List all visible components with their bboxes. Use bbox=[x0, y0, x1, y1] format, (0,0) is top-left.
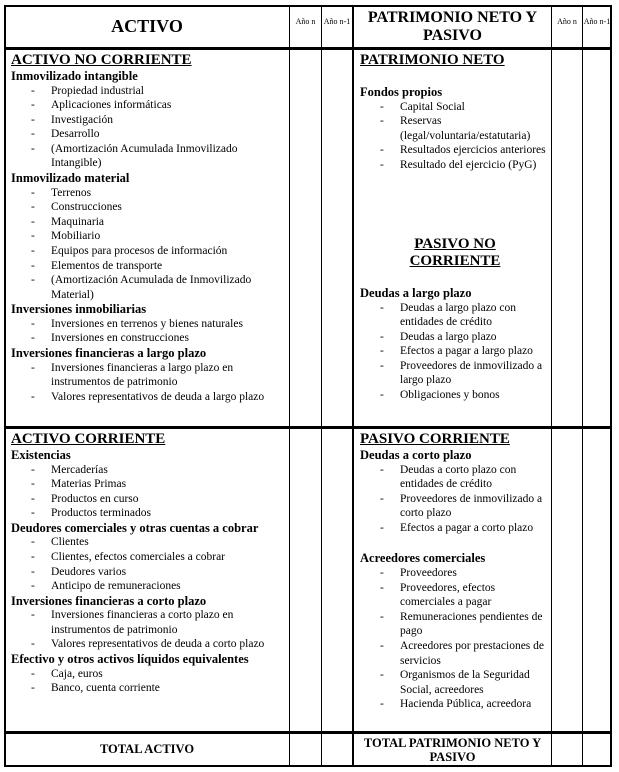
item-text: Materias Primas bbox=[51, 478, 127, 491]
list-item bbox=[360, 158, 550, 173]
bullet-dash: - bbox=[380, 345, 384, 358]
item-text: Obligaciones y bonos bbox=[400, 389, 500, 402]
bullet-dash: - bbox=[380, 669, 384, 682]
item-text: Productos terminados bbox=[51, 507, 151, 520]
item-text: Inversiones financieras a corto plazo en instrumentos de patrimonio bbox=[51, 609, 234, 636]
bullet-dash: - bbox=[31, 492, 35, 505]
list-item bbox=[11, 229, 287, 244]
patrimonio-neto-section bbox=[360, 52, 550, 172]
bullet-dash: - bbox=[31, 142, 35, 155]
bullet-dash: - bbox=[31, 609, 35, 622]
list-item bbox=[11, 492, 287, 507]
year-n1-header-right: Año n-1 bbox=[583, 17, 611, 26]
activo-corriente-section bbox=[11, 431, 287, 696]
section-divider bbox=[4, 426, 612, 429]
bullet-dash: - bbox=[380, 389, 384, 402]
item-text: Remuneraciones pendientes de pago bbox=[400, 610, 543, 638]
list-item bbox=[11, 608, 287, 637]
bullet-dash: - bbox=[380, 521, 384, 534]
divider-right-n bbox=[551, 5, 552, 767]
list-item bbox=[11, 477, 287, 492]
item-text: Reservas (legal/voluntaria/estatutaria) bbox=[400, 115, 531, 142]
item-text: Resultados ejercicios anteriores bbox=[400, 144, 546, 157]
bullet-dash: - bbox=[31, 390, 35, 403]
pasivo-corriente-section bbox=[360, 431, 550, 712]
item-text: Valores representativos de deuda a corto plazo bbox=[51, 638, 265, 651]
bullet-dash: - bbox=[31, 186, 35, 199]
list-item bbox=[360, 330, 550, 345]
bullet-dash: - bbox=[31, 259, 35, 272]
item-list bbox=[11, 84, 287, 172]
activo-header: ACTIVO bbox=[111, 16, 183, 36]
bullet-dash: - bbox=[380, 115, 384, 128]
list-item bbox=[11, 215, 287, 230]
bullet-dash: - bbox=[31, 128, 35, 141]
list-item bbox=[11, 550, 287, 565]
bullet-dash: - bbox=[31, 550, 35, 563]
item-text: Organismos de la Seguridad Social, acreedores bbox=[400, 669, 530, 696]
list-item bbox=[360, 610, 550, 639]
item-text: Banco, cuenta corriente bbox=[51, 682, 160, 695]
list-item bbox=[360, 581, 550, 610]
bullet-dash: - bbox=[31, 274, 35, 287]
item-text: (Amortización Acumulada de Inmovilizado Material) bbox=[51, 274, 252, 301]
item-text: Proveedores, efectos comerciales a pagar bbox=[400, 581, 496, 609]
activo-no-corriente-section bbox=[11, 52, 287, 404]
item-text: Mobiliario bbox=[51, 230, 101, 243]
bullet-dash: - bbox=[31, 536, 35, 549]
item-text: Construcciones bbox=[51, 201, 122, 214]
bullet-dash: - bbox=[31, 230, 35, 243]
list-item bbox=[360, 114, 550, 143]
list-item bbox=[360, 301, 550, 330]
item-text: Efectos a pagar a largo plazo bbox=[400, 345, 533, 358]
divider-left-n bbox=[289, 5, 290, 767]
list-item bbox=[360, 388, 550, 403]
item-text: Inversiones en construcciones bbox=[51, 332, 189, 345]
bullet-dash: - bbox=[31, 667, 35, 680]
list-item bbox=[360, 566, 550, 581]
item-text: Caja, euros bbox=[51, 667, 103, 680]
item-text: Investigación bbox=[51, 113, 113, 126]
list-item bbox=[11, 361, 287, 390]
item-text: Clientes, efectos comerciales a cobrar bbox=[51, 550, 226, 563]
item-text: Clientes bbox=[51, 536, 89, 549]
list-item bbox=[11, 84, 287, 99]
item-list bbox=[11, 361, 287, 405]
bullet-dash: - bbox=[31, 332, 35, 345]
item-text: Valores representativos de deuda a largo plazo bbox=[51, 390, 265, 403]
item-list bbox=[11, 535, 287, 593]
year-n-header-right: Año n bbox=[557, 17, 577, 26]
bullet-dash: - bbox=[31, 565, 35, 578]
list-item bbox=[360, 639, 550, 668]
list-item bbox=[11, 667, 287, 682]
section-title: ACTIVO CORRIENTE bbox=[11, 431, 166, 447]
item-text: Inversiones financieras a largo plazo en instrumentos de patrimonio bbox=[51, 361, 234, 389]
item-text: Anticipo de remuneraciones bbox=[51, 580, 181, 593]
list-item bbox=[11, 579, 287, 594]
year-n1-header-left: Año n-1 bbox=[323, 17, 351, 26]
list-item bbox=[360, 492, 550, 521]
item-text: Inversiones en terrenos y bienes naturales bbox=[51, 317, 243, 330]
list-item bbox=[11, 463, 287, 478]
item-text: Desarrollo bbox=[51, 128, 100, 141]
year-n-header-left: Año n bbox=[295, 17, 316, 26]
list-item bbox=[360, 668, 550, 697]
item-text: Deudas a corto plazo con entidades de crédito bbox=[400, 463, 517, 491]
list-item bbox=[360, 100, 550, 115]
list-item bbox=[360, 143, 550, 158]
bullet-dash: - bbox=[380, 566, 384, 579]
list-item bbox=[11, 317, 287, 332]
list-item bbox=[11, 681, 287, 696]
item-text: Resultado del ejercicio (PyG) bbox=[400, 158, 537, 171]
list-item bbox=[11, 331, 287, 346]
bullet-dash: - bbox=[31, 201, 35, 214]
list-item bbox=[360, 359, 550, 388]
list-item bbox=[11, 200, 287, 215]
item-text: Capital Social bbox=[400, 100, 465, 113]
header-divider bbox=[4, 47, 612, 50]
item-text: Terrenos bbox=[51, 186, 92, 199]
list-item bbox=[11, 637, 287, 652]
item-list bbox=[360, 566, 550, 712]
section-title: PATRIMONIO NETO bbox=[360, 52, 505, 68]
group-label: Inmovilizado material bbox=[11, 171, 130, 186]
item-list bbox=[360, 301, 550, 403]
group-label: Inmovilizado intangible bbox=[11, 69, 138, 83]
item-list bbox=[11, 463, 287, 521]
item-text: Aplicaciones informáticas bbox=[51, 99, 172, 112]
list-item bbox=[360, 521, 550, 536]
bullet-dash: - bbox=[380, 463, 384, 476]
list-item bbox=[11, 273, 287, 302]
pn-pasivo-header: PATRIMONIO NETO Y PASIVO bbox=[367, 9, 538, 44]
item-text: Proveedores de inmovilizado a corto plazo bbox=[400, 492, 543, 520]
total-divider bbox=[4, 731, 612, 734]
item-text: Deudas a largo plazo bbox=[400, 330, 497, 343]
item-text: Productos en curso bbox=[51, 492, 139, 505]
group-label: Deudas a largo plazo bbox=[360, 286, 472, 300]
list-item bbox=[360, 697, 550, 712]
list-item bbox=[11, 98, 287, 113]
item-text: Efectos a pagar a corto plazo bbox=[400, 521, 534, 534]
group-label: Inversiones financieras a largo plazo bbox=[11, 346, 207, 360]
bullet-dash: - bbox=[31, 244, 35, 257]
bullet-dash: - bbox=[380, 301, 384, 314]
item-list bbox=[11, 317, 287, 346]
list-item bbox=[360, 463, 550, 492]
item-text: Propiedad industrial bbox=[51, 84, 144, 97]
list-item bbox=[11, 565, 287, 580]
divider-left-n1 bbox=[321, 5, 322, 767]
item-list bbox=[11, 667, 287, 696]
bullet-dash: - bbox=[31, 361, 35, 374]
group-label: Existencias bbox=[11, 448, 71, 462]
list-item bbox=[11, 259, 287, 274]
bullet-dash: - bbox=[380, 158, 384, 171]
bullet-dash: - bbox=[380, 330, 384, 343]
group-label: Inversiones inmobiliarias bbox=[11, 302, 147, 317]
item-list bbox=[360, 100, 550, 173]
list-item bbox=[11, 506, 287, 521]
item-text: Maquinaria bbox=[51, 215, 105, 228]
bullet-dash: - bbox=[31, 507, 35, 520]
list-item bbox=[11, 390, 287, 405]
bullet-dash: - bbox=[31, 463, 35, 476]
list-item bbox=[11, 127, 287, 142]
group-label: Deudores comerciales y otras cuentas a cobrar bbox=[11, 520, 259, 535]
item-text: Hacienda Pública, acreedora bbox=[400, 698, 532, 711]
bullet-dash: - bbox=[380, 100, 384, 113]
bullet-dash: - bbox=[31, 113, 35, 126]
bullet-dash: - bbox=[380, 639, 384, 652]
item-list bbox=[11, 608, 287, 652]
bullet-dash: - bbox=[31, 638, 35, 651]
item-list bbox=[11, 186, 287, 303]
bullet-dash: - bbox=[31, 99, 35, 112]
bullet-dash: - bbox=[380, 144, 384, 157]
section-title: ACTIVO NO CORRIENTE bbox=[11, 52, 192, 68]
divider-center bbox=[352, 5, 354, 767]
item-text: Elementos de transporte bbox=[51, 259, 163, 272]
list-item bbox=[11, 113, 287, 128]
bullet-dash: - bbox=[31, 215, 35, 228]
total-pn-pasivo: TOTAL PATRIMONIO NETO Y PASIVO bbox=[363, 736, 542, 764]
group-label: Efectivo y otros activos líquidos equivalentes bbox=[11, 652, 249, 667]
bullet-dash: - bbox=[380, 359, 384, 372]
bullet-dash: - bbox=[380, 581, 384, 594]
item-text: Deudores varios bbox=[51, 565, 127, 578]
bullet-dash: - bbox=[380, 610, 384, 623]
bullet-dash: - bbox=[31, 682, 35, 695]
list-item bbox=[11, 244, 287, 259]
divider-right-n1 bbox=[582, 5, 583, 767]
item-text: (Amortización Acumulada Inmovilizado Intangible) bbox=[51, 142, 238, 170]
item-text: Acreedores por prestaciones de servicios bbox=[400, 639, 545, 667]
section-title: PASIVO CORRIENTE bbox=[360, 431, 510, 447]
item-text: Equipos para procesos de información bbox=[51, 244, 228, 257]
bullet-dash: - bbox=[31, 84, 35, 97]
section-title: PASIVO NO CORRIENTE bbox=[409, 236, 501, 269]
total-activo: TOTAL ACTIVO bbox=[99, 742, 195, 756]
pasivo-no-corriente-section bbox=[360, 236, 550, 403]
list-item bbox=[360, 344, 550, 359]
list-item bbox=[11, 142, 287, 171]
item-text: Deudas a largo plazo con entidades de crédito bbox=[400, 301, 517, 329]
group-label: Deudas a corto plazo bbox=[360, 448, 472, 462]
bullet-dash: - bbox=[31, 478, 35, 491]
list-item bbox=[11, 535, 287, 550]
list-item bbox=[11, 186, 287, 201]
item-text: Proveedores bbox=[400, 566, 457, 579]
item-text: Proveedores de inmovilizado a largo plazo bbox=[400, 359, 543, 387]
bullet-dash: - bbox=[380, 492, 384, 505]
bullet-dash: - bbox=[31, 580, 35, 593]
group-label: Inversiones financieras a corto plazo bbox=[11, 593, 207, 608]
item-list bbox=[360, 463, 550, 536]
group-label: Acreedores comerciales bbox=[360, 551, 486, 566]
group-label: Fondos propios bbox=[360, 85, 443, 99]
bullet-dash: - bbox=[31, 317, 35, 330]
item-text: Mercaderías bbox=[51, 463, 108, 476]
bullet-dash: - bbox=[380, 698, 384, 711]
